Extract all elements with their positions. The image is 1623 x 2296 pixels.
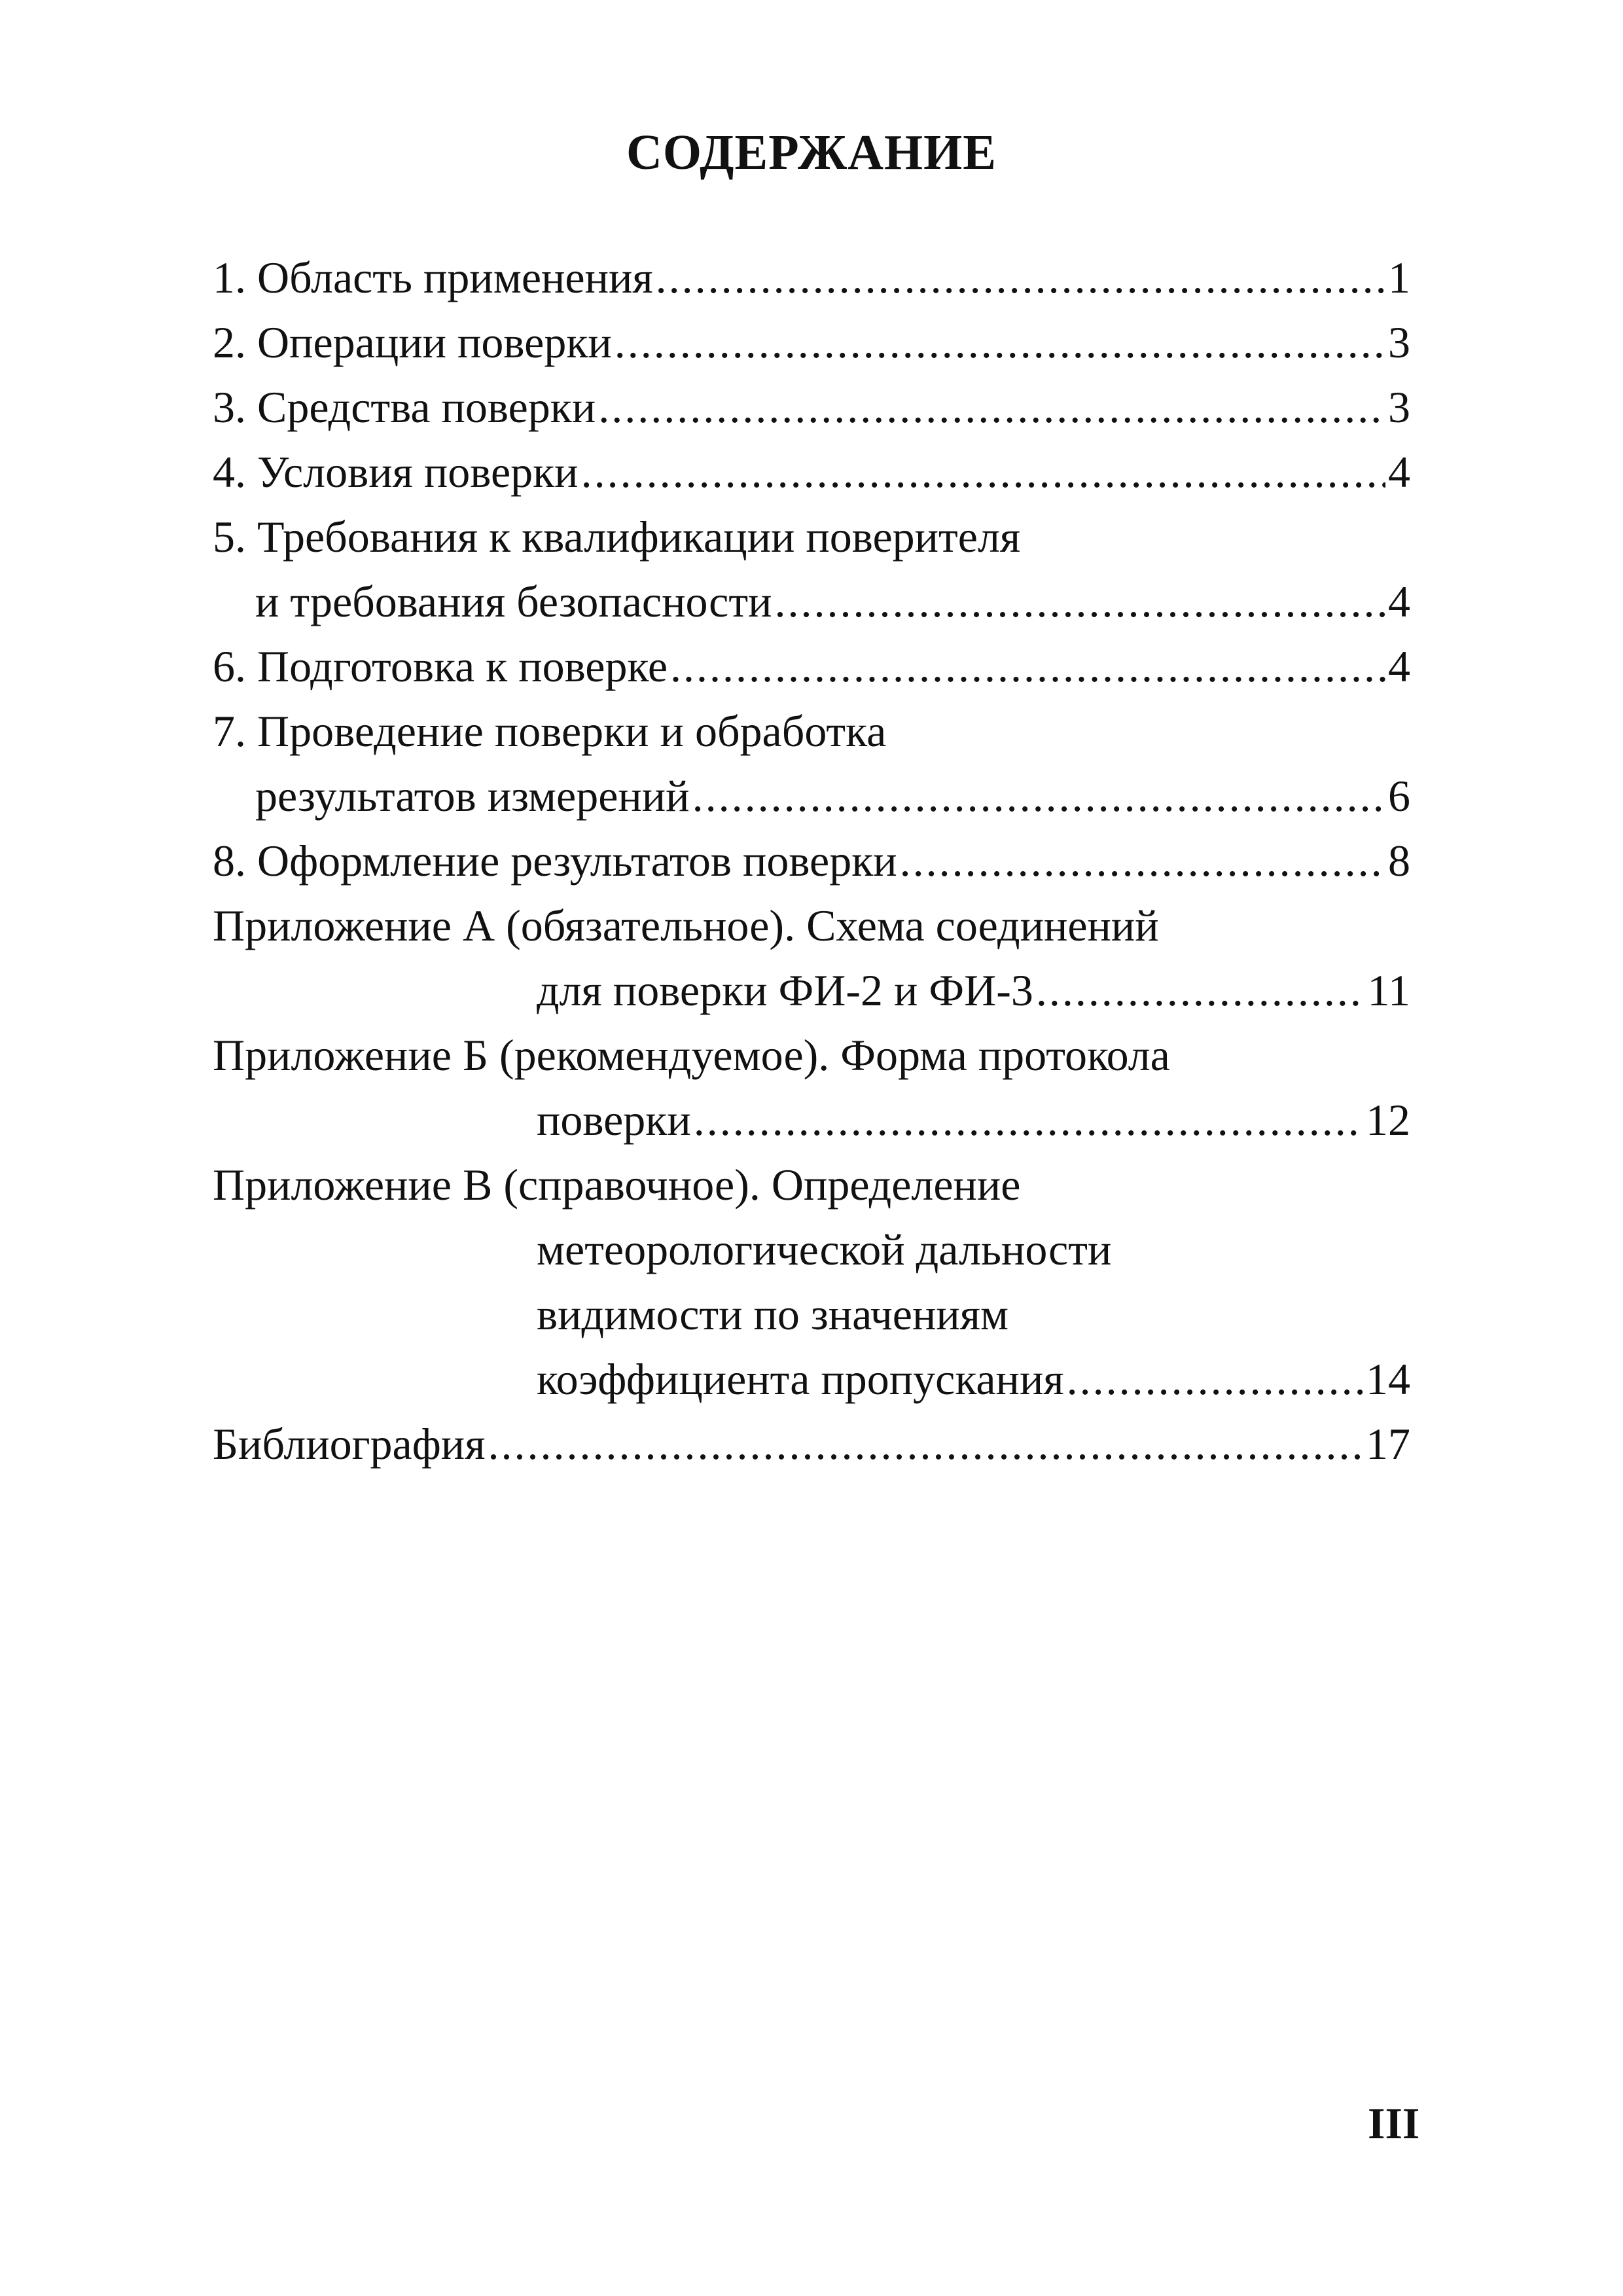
toc-entry-appendix-c[interactable] [213, 1153, 1410, 1412]
toc-entry-page: 3 [1388, 317, 1410, 367]
toc-entry-title: Библиография [213, 1419, 486, 1469]
dot-leader [694, 1088, 1363, 1153]
toc-entry-title-continued: видимости по значениям [537, 1289, 1009, 1339]
toc-entry-title-continued: коэффициента пропускания [537, 1354, 1064, 1404]
toc-entry-page: 4 [1388, 577, 1410, 626]
toc-entry-title: 6. Подготовка к поверке [213, 641, 668, 691]
dot-leader [1067, 1347, 1363, 1412]
toc-entry-title: 2. Операции поверки [213, 317, 612, 367]
toc-entry-title: 4. Условия поверки [213, 447, 579, 497]
toc-entry-page: 17 [1366, 1419, 1410, 1469]
toc-entry-operations[interactable] [213, 310, 1410, 375]
toc-entry-conditions[interactable] [213, 440, 1410, 505]
dot-leader [598, 375, 1385, 440]
dot-leader [656, 245, 1385, 310]
toc-entry-preparation[interactable] [213, 634, 1410, 699]
toc-entry-page: 14 [1366, 1354, 1410, 1404]
toc-entry-title-continued: метеорологической дальности [537, 1225, 1112, 1274]
toc-entry-requirements[interactable] [213, 505, 1410, 634]
page-number: III [1368, 2098, 1420, 2148]
toc-entry-title: 8. Оформление результатов поверки [213, 836, 897, 886]
dot-leader [670, 634, 1385, 699]
dot-leader [488, 1412, 1363, 1477]
dot-leader [1036, 958, 1365, 1023]
toc-entry-page: 8 [1388, 836, 1410, 886]
toc-entry-results[interactable] [213, 829, 1410, 893]
toc-entry-title-continued: результатов измерений [255, 771, 690, 821]
dot-leader [615, 310, 1385, 375]
toc-entry-title: Приложение В (справочное). Определение [213, 1160, 1021, 1210]
toc-entry-bibliography[interactable] [213, 1412, 1410, 1477]
toc-entry-conduct[interactable] [213, 699, 1410, 829]
dot-leader [774, 569, 1385, 634]
toc-entry-title-continued: для поверки ФИ-2 и ФИ-3 [537, 965, 1033, 1015]
toc-entry-title-continued: и требования безопасности [255, 577, 772, 626]
toc-entry-means[interactable] [213, 375, 1410, 440]
toc-entry-appendix-a[interactable] [213, 893, 1410, 1023]
toc-entry-title: Приложение Б (рекомендуемое). Форма протокола [213, 1030, 1170, 1080]
toc-entry-title: 3. Средства поверки [213, 382, 596, 432]
dot-leader [900, 829, 1385, 893]
toc-entry-scope[interactable] [213, 245, 1410, 310]
toc-entry-page: 12 [1366, 1095, 1410, 1145]
dot-leader [581, 440, 1385, 505]
dot-leader [692, 764, 1385, 829]
toc-entry-page: 1 [1388, 253, 1410, 302]
toc-entry-title: 1. Область применения [213, 253, 653, 302]
toc-entry-page: 4 [1388, 447, 1410, 497]
toc-entry-appendix-b[interactable] [213, 1023, 1410, 1153]
toc-entry-page: 6 [1388, 771, 1410, 821]
page-title: СОДЕРЖАНИЕ [626, 125, 997, 180]
toc-entry-page: 4 [1388, 641, 1410, 691]
toc-entry-page: 3 [1388, 382, 1410, 432]
toc-entry-title: 5. Требования к квалификации поверителя [213, 512, 1021, 562]
table-of-contents [213, 245, 1410, 1477]
toc-entry-title: Приложение А (обязательное). Схема соединений [213, 901, 1159, 950]
toc-entry-title-continued: поверки [537, 1095, 691, 1145]
toc-entry-title: 7. Проведение поверки и обработка [213, 706, 887, 756]
toc-entry-page: 11 [1367, 965, 1410, 1015]
